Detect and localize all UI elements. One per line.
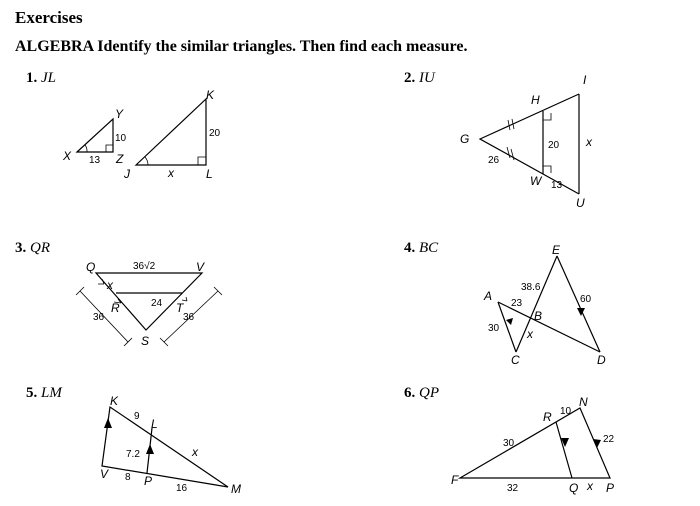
problem-measure: QR: [30, 240, 50, 256]
length-eb: 38.6: [521, 282, 541, 293]
length-dim-left: 36: [93, 312, 105, 323]
vertex-label-x: X: [63, 149, 72, 163]
length-ed: 60: [580, 294, 592, 305]
vertex-label-v: V: [100, 467, 109, 481]
vertex-label-m: M: [231, 482, 241, 496]
vertex-label-a: A: [484, 289, 493, 303]
vertex-label-f: F: [451, 473, 459, 487]
problem-number: 5.: [26, 385, 38, 401]
vertex-label-h: H: [531, 93, 540, 107]
length-rn: 10: [560, 406, 572, 417]
problem-number: 2.: [404, 70, 416, 86]
problem-number: 6.: [404, 385, 416, 401]
length-fq: 32: [507, 483, 519, 494]
length-yz: 10: [115, 133, 127, 144]
problem-measure: BC: [419, 240, 439, 256]
length-jl: x: [168, 166, 174, 180]
vertex-label-u: U: [576, 196, 585, 210]
vertex-label-z: Z: [116, 152, 124, 166]
length-iu: x: [586, 135, 592, 149]
length-kl: 9: [134, 411, 140, 422]
length-dim-right: 36: [183, 312, 195, 323]
vertex-label-b: B: [534, 309, 543, 323]
length-gw: 26: [488, 155, 500, 166]
problem-number: 4.: [404, 240, 416, 256]
vertex-label-l: L: [151, 417, 158, 431]
vertex-label-p: P: [144, 474, 153, 488]
vertex-label-r: R: [543, 410, 552, 424]
vertex-label-g: G: [460, 132, 470, 146]
length-ac: 30: [488, 323, 500, 334]
vertex-label-v: V: [196, 260, 205, 274]
vertex-label-w: W: [530, 174, 542, 188]
length-qr: x: [107, 278, 113, 292]
problem-measure: JL: [41, 70, 56, 86]
length-np: 22: [603, 434, 615, 445]
vertex-label-t: T: [176, 301, 184, 315]
vertex-label-q: Q: [569, 481, 579, 495]
problem-measure: QP: [419, 385, 439, 401]
length-wu: 13: [551, 180, 563, 191]
length-lm: x: [192, 445, 198, 459]
vertex-label-k: K: [206, 88, 215, 102]
length-ab: 23: [511, 298, 523, 309]
length-lp: 7.2: [126, 449, 140, 460]
vertex-label-p: P: [606, 481, 615, 495]
length-bc: x: [527, 327, 533, 341]
vertex-label-i: I: [583, 73, 587, 87]
problem-number: 1.: [26, 70, 38, 86]
vertex-label-k: K: [110, 394, 119, 408]
vertex-label-j: J: [124, 167, 130, 181]
length-xz: 13: [89, 155, 101, 166]
instructions: ALGEBRA Identify the similar triangles. Then find each measure.: [15, 38, 468, 55]
vertex-label-n: N: [579, 395, 588, 409]
vertex-label-e: E: [552, 243, 561, 257]
problem-measure: LM: [41, 385, 62, 401]
vertex-label-q: Q: [86, 260, 96, 274]
length-vp: 8: [125, 472, 131, 483]
length-pm: 16: [176, 483, 188, 494]
length-qp: x: [587, 479, 593, 493]
problem-number: 3.: [15, 240, 27, 256]
vertex-label-r: R: [111, 301, 120, 315]
vertex-label-s: S: [141, 334, 150, 348]
problem-measure: IU: [419, 70, 435, 86]
length-fr: 30: [503, 438, 515, 449]
section-heading: Exercises: [15, 8, 83, 27]
length-hw: 20: [548, 140, 560, 151]
vertex-label-d: D: [597, 353, 606, 367]
triangle-fnp: [460, 408, 610, 478]
length-rt: 24: [151, 298, 163, 309]
vertex-label-l: L: [206, 167, 213, 181]
length-kl: 20: [209, 128, 221, 139]
vertex-label-c: C: [511, 353, 520, 367]
vertex-label-y: Y: [115, 107, 124, 121]
length-qv: 36√2: [133, 261, 156, 272]
